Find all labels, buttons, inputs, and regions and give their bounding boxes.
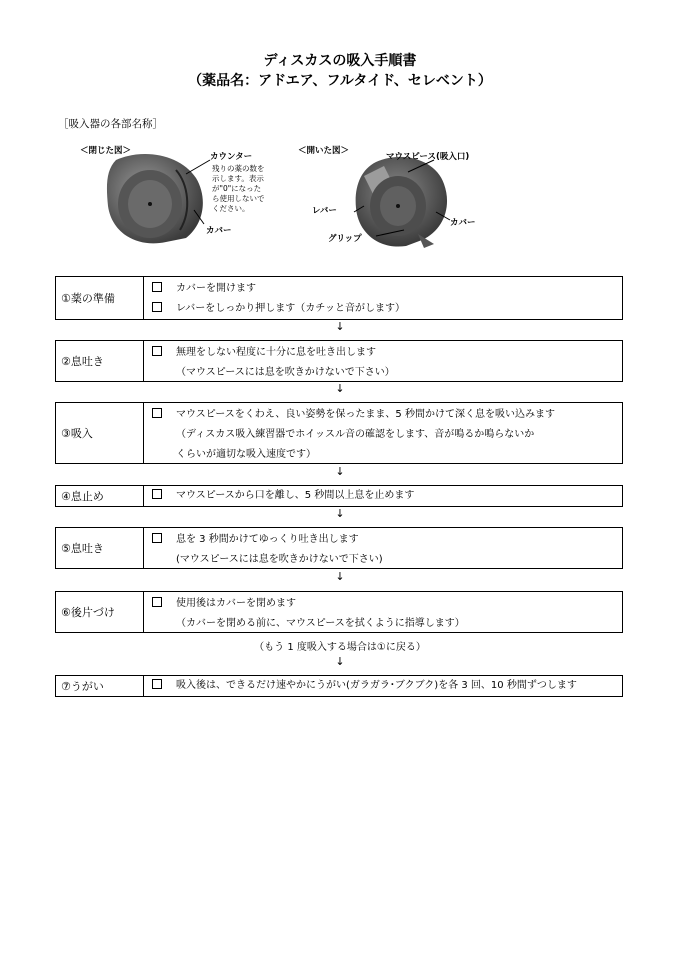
flow-arrow: ↓ [335, 382, 345, 395]
step-label: ⑤息吐き [56, 528, 144, 568]
step-line [152, 486, 622, 506]
step-checkbox[interactable] [152, 489, 162, 499]
step-checkbox[interactable] [152, 408, 162, 418]
counter-note: 残りの薬の数を 示します。表示 が"0"になった ら使用しないで ください。 [212, 164, 265, 213]
step-checkbox[interactable] [152, 302, 162, 312]
parts-heading: ［吸入器の各部名称］ [58, 118, 163, 130]
flow-arrow: ↓ [335, 570, 345, 583]
step-box [55, 340, 623, 382]
step-line [152, 343, 622, 363]
cover-label-open: カバー [450, 218, 476, 228]
step-line [152, 530, 622, 550]
cover-label-closed: カバー [206, 226, 232, 236]
step-label: ③吸入 [56, 403, 144, 463]
step-content [144, 592, 622, 632]
step-line: （ディスカス吸入練習器でホイッスル音の確認をします、音が鳴るか鳴らないか [176, 429, 535, 440]
step-line [152, 405, 622, 425]
step-label: ②息吐き [56, 341, 144, 381]
step-checkbox[interactable] [152, 597, 162, 607]
mouthpiece-label: マウスピース(吸入口) [386, 152, 470, 162]
step-line-text: 使用後はカバーを閉めます [176, 598, 296, 609]
step-line [152, 594, 622, 614]
step-line: （カバーを閉める前に、マウスピースを拭くように指導します） [176, 618, 465, 629]
step-content [144, 341, 622, 381]
step-line-text: レバーをしっかり押します（カチッと音がします） [176, 303, 405, 314]
step-label: ④息止め [56, 486, 144, 506]
step-checkbox[interactable] [152, 533, 162, 543]
step-box [55, 527, 623, 569]
step-box [55, 276, 623, 320]
lever-label: レバー [312, 206, 337, 216]
closed-figure-label: ＜閉じた図＞ [80, 146, 132, 156]
step-line-text: 吸入後は、できるだけ速やかにうがい(ガラガラ･ブクブク)を各 3 回、10 秒間ずつします [176, 680, 577, 691]
flow-arrow: ↓ [335, 465, 345, 478]
step-line-text: マウスピースから口を離し、5 秒間以上息を止めます [176, 490, 415, 501]
document-title: ディスカスの吸入手順書 [263, 53, 417, 69]
step-line [152, 676, 622, 696]
flow-arrow: ↓ [335, 507, 345, 520]
step-line: くらいが適切な吸入速度です） [176, 449, 316, 460]
document-subtitle: （薬品名：アドエア、フルタイド、セレベント） [188, 73, 492, 89]
inhaler-figure [58, 140, 498, 252]
step-label: ⑦うがい [56, 676, 144, 696]
step-checkbox[interactable] [152, 346, 162, 356]
step-content [144, 403, 622, 463]
step-box [55, 675, 623, 697]
grip-label: グリップ [328, 234, 362, 244]
step-box [55, 485, 623, 507]
step-line [152, 299, 622, 319]
step-label: ①薬の準備 [56, 277, 144, 319]
step-box [55, 402, 623, 464]
step-content [144, 486, 622, 506]
step-checkbox[interactable] [152, 679, 162, 689]
step-line: (マウスピースには息を吹きかけないで下さい) [176, 554, 383, 565]
step-line [152, 279, 622, 299]
step-content [144, 676, 622, 696]
step-line-text: マウスピースをくわえ、良い姿勢を保ったまま、5 秒間かけて深く息を吸い込みます [176, 409, 555, 420]
step-label: ⑥後片づけ [56, 592, 144, 632]
flow-arrow: ↓ [335, 320, 345, 333]
open-figure-label: ＜開いた図＞ [298, 146, 350, 156]
step-line-text: カバーを開けます [176, 283, 256, 294]
repeat-note: （もう 1 度吸入する場合は①に戻る） [254, 642, 426, 653]
step-line-text: 無理をしない程度に十分に息を吐き出します [176, 347, 376, 358]
step-line-text: 息を 3 秒間かけてゆっくり吐き出します [176, 534, 359, 545]
step-content [144, 277, 622, 319]
counter-label: カウンター [210, 152, 253, 162]
step-line: （マウスピースには息を吹きかけないで下さい） [176, 367, 395, 378]
step-checkbox[interactable] [152, 282, 162, 292]
flow-arrow: ↓ [335, 655, 345, 668]
step-box [55, 591, 623, 633]
step-content [144, 528, 622, 568]
